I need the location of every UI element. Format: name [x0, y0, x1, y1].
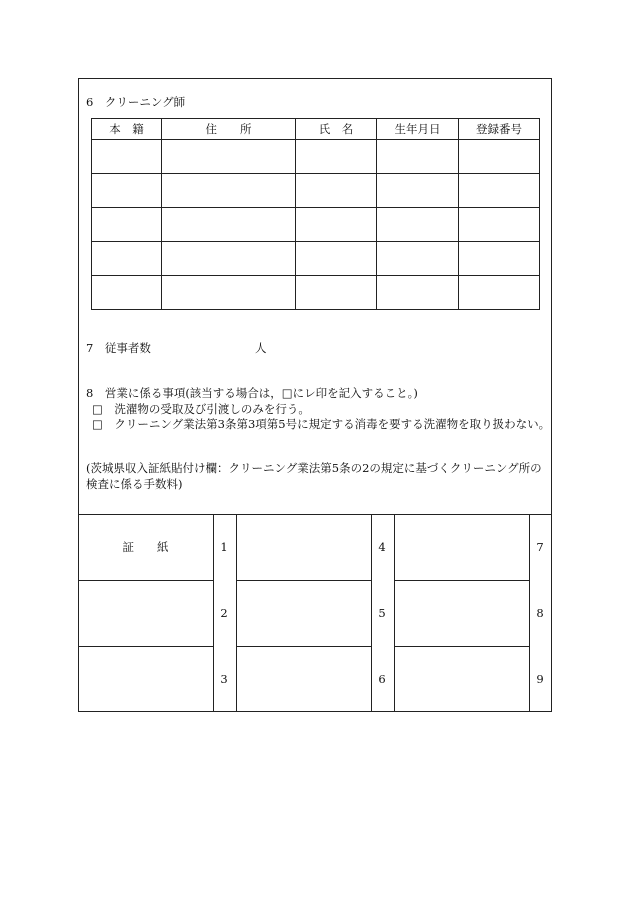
stamp-number-1: 1 — [220, 540, 228, 554]
cell-registration-number[interactable] — [459, 208, 540, 242]
stamp-number-5: 5 — [378, 606, 386, 620]
grid-line — [394, 646, 529, 647]
cell-address[interactable] — [162, 208, 296, 242]
option-receive-deliver-only — [92, 402, 310, 417]
header-address: 住 所 — [162, 119, 296, 140]
section6-title: 6 クリーニング師 — [86, 95, 186, 109]
cell-registration-number[interactable] — [459, 242, 540, 276]
checkbox-no-disinfection-items[interactable]: □ — [92, 417, 103, 431]
header-birthdate: 生年月日 — [377, 119, 459, 140]
cell-address[interactable] — [162, 242, 296, 276]
table-row — [92, 242, 540, 276]
cell-birthdate[interactable] — [377, 174, 459, 208]
grid-line — [78, 646, 213, 647]
stamp-number-3: 3 — [220, 672, 228, 686]
header-name: 氏 名 — [296, 119, 377, 140]
header-domicile: 本 籍 — [92, 119, 162, 140]
cell-domicile[interactable] — [92, 242, 162, 276]
cell-name[interactable] — [296, 140, 377, 174]
cell-domicile[interactable] — [92, 276, 162, 310]
cleaner-table-header-row — [92, 119, 540, 140]
cell-registration-number[interactable] — [459, 140, 540, 174]
section8-title: 8 営業に係る事項(該当する場合は，□にレ印を記入すること。) — [86, 386, 418, 400]
cell-birthdate[interactable] — [377, 242, 459, 276]
stamp-note-line1: (茨城県収入証紙貼付け欄：クリーニング業法第5条の2の規定に基づくクリーニング所の — [86, 461, 542, 475]
table-row — [92, 140, 540, 174]
checkbox-receive-deliver-only[interactable]: □ — [92, 402, 103, 416]
option-label-no-disinfection-items: クリーニング業法第3条第3項第5号に規定する消毒を要する洗濯物を取り扱わない。 — [114, 417, 551, 431]
stamp-note-line2: 検査に係る手数料) — [86, 477, 183, 491]
cell-name[interactable] — [296, 208, 377, 242]
grid-line — [236, 646, 371, 647]
cell-domicile[interactable] — [92, 174, 162, 208]
option-no-disinfection-items — [92, 417, 550, 432]
grid-line — [78, 580, 213, 581]
section7-label: 7 従事者数 — [86, 341, 151, 355]
cell-registration-number[interactable] — [459, 276, 540, 310]
cell-address[interactable] — [162, 276, 296, 310]
grid-line — [236, 580, 371, 581]
cell-birthdate[interactable] — [377, 276, 459, 310]
stamp-grid-top-border — [78, 514, 552, 515]
cleaner-table — [91, 118, 540, 310]
cell-address[interactable] — [162, 140, 296, 174]
stamp-number-9: 9 — [536, 672, 544, 686]
section7-unit: 人 — [255, 341, 267, 355]
cell-birthdate[interactable] — [377, 140, 459, 174]
grid-line — [236, 514, 237, 712]
cell-domicile[interactable] — [92, 140, 162, 174]
stamp-label: 証 紙 — [122, 540, 169, 554]
stamp-number-7: 7 — [536, 540, 544, 554]
cell-domicile[interactable] — [92, 208, 162, 242]
stamp-number-2: 2 — [220, 606, 228, 620]
header-registration-number: 登録番号 — [459, 119, 540, 140]
table-row — [92, 208, 540, 242]
cell-birthdate[interactable] — [377, 208, 459, 242]
cell-registration-number[interactable] — [459, 174, 540, 208]
grid-line — [394, 580, 529, 581]
cell-address[interactable] — [162, 174, 296, 208]
option-label-receive-deliver-only: 洗濯物の受取及び引渡しのみを行う。 — [114, 402, 310, 416]
stamp-number-6: 6 — [378, 672, 386, 686]
stamp-number-4: 4 — [378, 540, 386, 554]
cell-name[interactable] — [296, 242, 377, 276]
cell-name[interactable] — [296, 174, 377, 208]
table-row — [92, 174, 540, 208]
grid-line — [394, 514, 395, 712]
table-row — [92, 276, 540, 310]
stamp-number-8: 8 — [536, 606, 544, 620]
cell-name[interactable] — [296, 276, 377, 310]
